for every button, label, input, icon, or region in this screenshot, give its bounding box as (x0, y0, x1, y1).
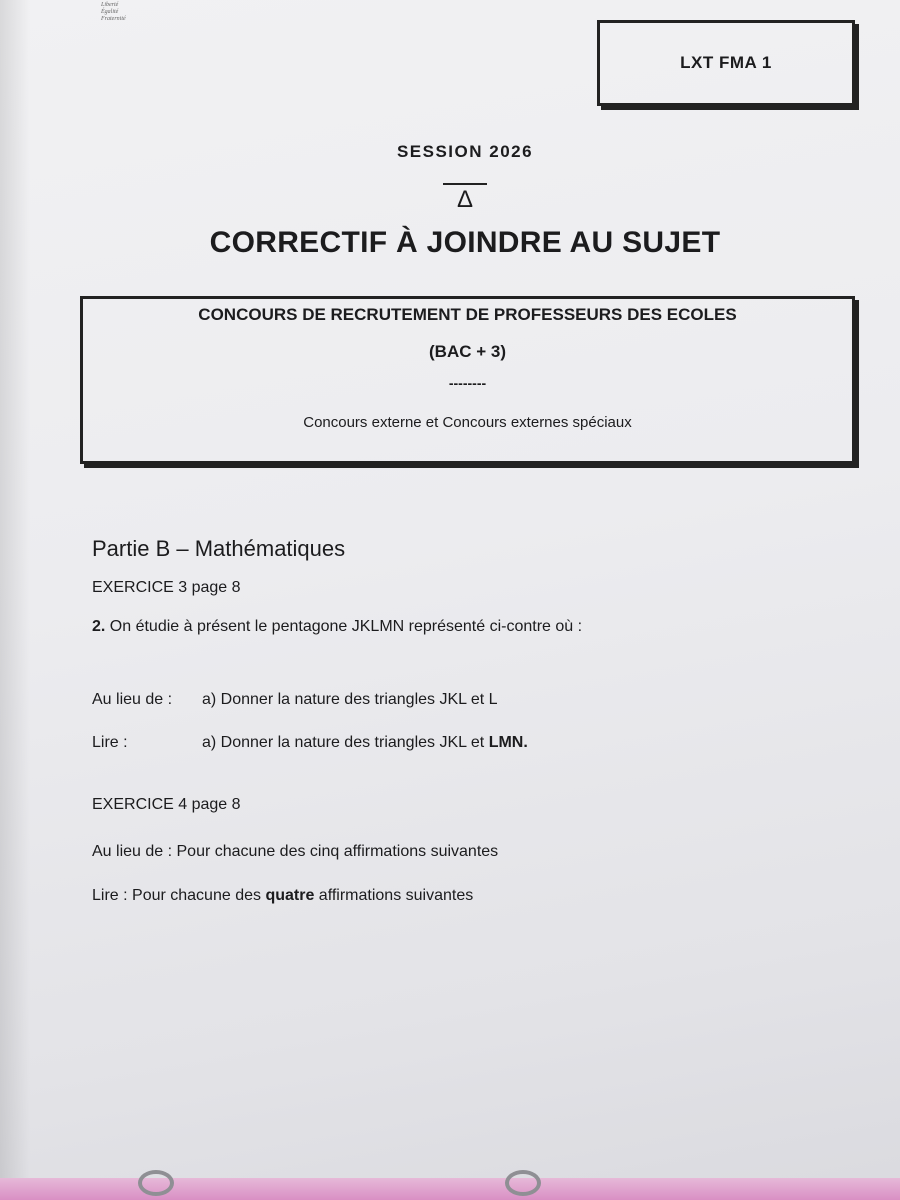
concours-level: (BAC + 3) (429, 342, 506, 361)
concours-separator: -------- (448, 375, 487, 391)
concours-type: Concours externe et Concours externes spéciaux (303, 414, 632, 431)
after-text: a) Donner la nature des triangles JKL et (202, 734, 489, 751)
section-heading: Partie B – Mathématiques (92, 536, 346, 561)
concours-box (80, 296, 855, 464)
before-text: a) Donner la nature des triangles JKL et L (202, 691, 498, 708)
binder-ring (138, 1170, 174, 1196)
after-bold-text: LMN. (488, 734, 528, 751)
delta-overline (443, 183, 487, 185)
before-label: Au lieu de : (92, 691, 173, 708)
exam-code-box (597, 20, 855, 106)
page-shadow (0, 0, 30, 1200)
exercise-4-heading: EXERCICE 4 page 8 (92, 796, 241, 813)
exam-code: LXT FMA 1 (680, 53, 772, 72)
exercise-4-erratum-after (92, 887, 473, 905)
delta-symbol: Δ (456, 186, 474, 213)
republic-motto: Liberté Égalité Fraternité (101, 2, 126, 22)
after-label: Lire : (92, 734, 128, 751)
after-prefix: Lire : Pour chacune des (92, 887, 266, 904)
question-number: 2. (92, 618, 106, 635)
concours-title: CONCOURS DE RECRUTEMENT DE PROFESSEURS DES ECOLES (198, 305, 737, 324)
after-suffix: affirmations suivantes (314, 887, 474, 904)
pink-surface-edge (0, 1178, 900, 1200)
exercise-3-erratum-after (92, 734, 528, 752)
exercise-3-question (92, 618, 582, 636)
question-text: On étudie à présent le pentagone JKLMN représenté ci-contre où : (105, 618, 583, 635)
exercise-4-erratum-before: Au lieu de : Pour chacune des cinq affirmations suivantes (92, 843, 499, 860)
binder-ring (505, 1170, 541, 1196)
document-title: CORRECTIF À JOINDRE AU SUJET (209, 226, 721, 259)
after-bold-word: quatre (265, 887, 315, 904)
session-label: SESSION 2026 (396, 142, 534, 161)
exercise-3-heading: EXERCICE 3 page 8 (92, 579, 241, 596)
exercise-3-erratum-before (92, 691, 498, 709)
